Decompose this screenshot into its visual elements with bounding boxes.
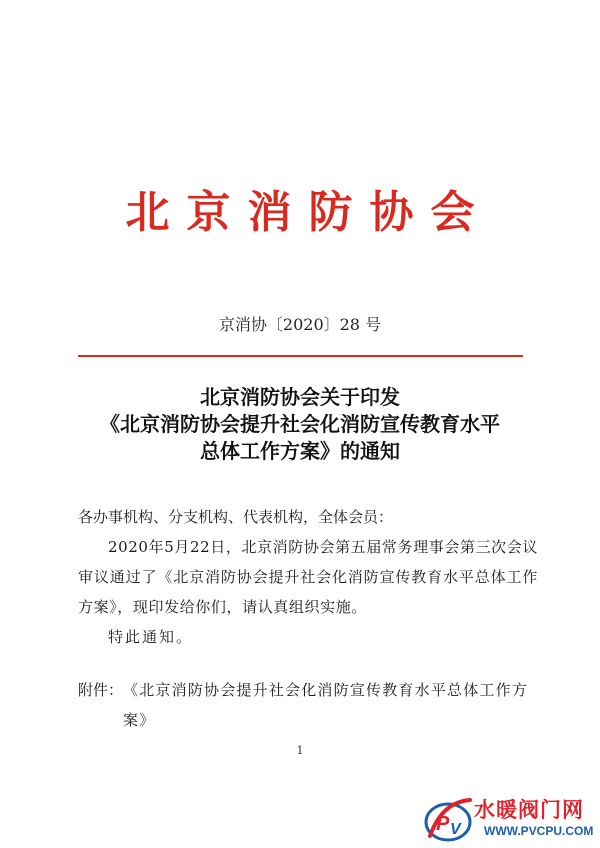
attachment-label: 附件：	[78, 681, 124, 699]
document-number: 京消协〔2020〕28 号	[218, 315, 382, 334]
body-paragraph: 2020年5月22日，北京消防协会第五届常务理事会第三次会议审议通过了《北京消防协会提升社会化消防宣传教育水平总体工作方案》，现印发给你们，请认真组织实施。	[78, 538, 538, 616]
attachment-title: 《北京消防协会提升社会化消防宣传教育水平总体工作方案》	[123, 681, 529, 729]
watermark-url: WWW.PVCPU.COM	[484, 824, 594, 838]
title-line-3: 总体工作方案》的通知	[200, 439, 400, 463]
closing-line: 特此通知。	[108, 628, 194, 646]
document-body	[78, 502, 538, 652]
document-title	[60, 384, 540, 465]
svg-text:V: V	[450, 821, 461, 838]
title-line-2: 《北京消防协会提升社会化消防宣传教育水平	[100, 412, 500, 436]
site-watermark	[422, 790, 600, 848]
page-number: 1	[296, 744, 304, 757]
title-line-1: 北京消防协会关于印发	[200, 385, 400, 409]
salutation: 各办事机构、分支机构、代表机构，全体会员：	[78, 508, 394, 526]
svg-text:P: P	[436, 813, 450, 835]
red-divider	[78, 355, 523, 357]
attachment	[78, 675, 538, 735]
organization-header: 北京消防协会	[125, 187, 492, 238]
watermark-title: 水暖阀门网	[474, 798, 584, 822]
pv-logo-icon	[422, 792, 476, 846]
